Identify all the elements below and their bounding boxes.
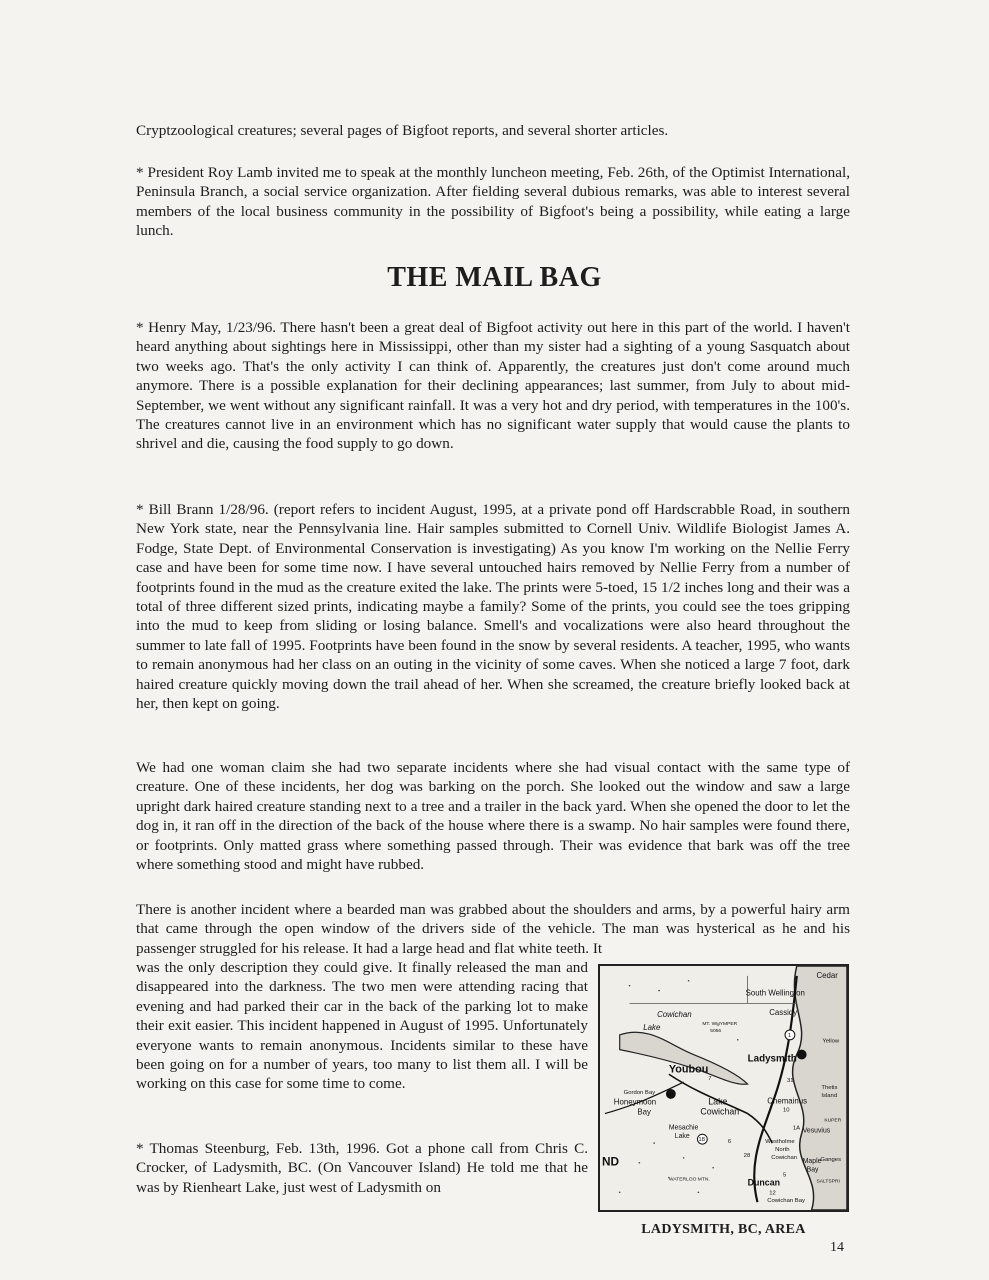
map-label-north-cowichan-2: Cowichan [771, 1154, 798, 1161]
map-label-mesachie: Mesachie [668, 1124, 699, 1132]
map-label-chemainus: Chemainus [767, 1096, 808, 1106]
map-label-vesuvius: Vesuvius [802, 1127, 831, 1135]
route-marker-31: 31 [786, 1078, 794, 1085]
map-label-cowichan-bay: Cowichan Bay [767, 1198, 805, 1205]
map-caption: LADYSMITH, BC, AREA [641, 1222, 806, 1237]
route-marker-28: 28 [743, 1152, 751, 1159]
map-label-honeymoon: Honeymoon [613, 1097, 657, 1107]
route-marker-36: 36 [666, 1091, 674, 1098]
route-marker-5: 5 [783, 1172, 787, 1179]
paragraph-bearded-man-cont: was the only description they could give. It finally released the man and disappeared into the darkness. The two men were attending racing that evening and had parked their car in the back of the parking lot to make their exit easier. This incident happened in August of 1995. Unfortunately everyone wants to remain anonymous. Incidents similar to these have been going on for a number of years, too many to list them all. I will be working on this case for some time to come. [136, 959, 588, 1093]
map-label-maple: Maple [802, 1157, 822, 1165]
map-label-lake-cowichan: Lake [708, 1096, 728, 1107]
map-label-westholme: Westholme [765, 1139, 795, 1146]
map-label-lake-cowichan-2: Cowichan [700, 1106, 740, 1117]
map-label-lake: Lake [643, 1022, 661, 1032]
paragraph-henry-may: * Henry May, 1/23/96. There hasn't been a great deal of Bigfoot activity out here in this part of the world. I haven't heard anything about sightings here in Mississippi, other than my sister had a sighting of a young Sasquatch about two weeks ago. That's the only activity I can think of. Apparently, the creatures just don't come around much anymore. There is a possible explanation for their declining appearances; last summer, from July to about mid-September, we went without any significant rainfall. It was a very hot and dry period, with temperatures in the 100's. The creatures cannot live in an environment which has no significant water supply that would cause the plants to shrivel and die, causing the food supply to go down. [136, 319, 850, 453]
map-label-ladysmith: Ladysmith [747, 1053, 797, 1065]
route-marker-7: 7 [708, 1076, 712, 1083]
route-marker-10: 10 [783, 1107, 790, 1114]
page-number: 14 [830, 1240, 844, 1255]
map-label-cedar: Cedar [816, 970, 838, 980]
map-label-honeymoon-bay: Bay [637, 1107, 651, 1117]
paragraph-intro: Cryptzoological creatures; several pages of Bigfoot reports, and several shorter articles. [136, 122, 669, 139]
paragraph-woman-claim: We had one woman claim she had two separate incidents where she had visual contact with the same type of creature. One of these incidents, her dog was barking on the porch. She looked out the window and saw a large upright dark haired creature standing next to a tree and a trailer in the back yard. When she opened the door to let the dog in, it ran off in the direction of the back of the house where there is a swamp. No hair samples were found there, or footprints. Only matted grass where something passed through. Their was evidence that bark was off the tree where something stood and might have rubbed. [136, 759, 850, 874]
map-label-youbou: Youbou [668, 1063, 709, 1076]
paragraph-bill-brann: * Bill Brann 1/28/96. (report refers to incident August, 1995, at a private pond off Hardscrabble Road, in southern New York state, near the Pennsylvania line. Hair samples submitted to Cornell Univ. Wildlife Biologist James A. Fodge, State Dept. of Environmental Conservation is investigating) As you know I'm working on the Nellie Ferry case and have been for some time now. I have several untouched hairs removed by Nellie Ferry from a number of footprints found in the mud as the creature exited the lake. The prints were 5-toed, 15 1/2 inches long and their was a total of three different sized prints, indicating maybe a family? Some of the prints, you could see the toes gripping into the mud to keep from sliding or losing balance. Smell's and vocalizations were also heard throughout the summer to late fall of 1995. Footprints have been found in the snow by several residents. A teacher, 1995, who wants to remain anonymous had her class on an outing in the vicinity of some caves. When she noticed a large 7 foot, dark haired creature quickly moving down the trail ahead of her. When she screamed, the creature briefly looked back at her, then kept on going. [136, 501, 850, 713]
map-label-south-wellington: South Wellington [745, 988, 805, 998]
map-label-nd: ND [601, 1154, 620, 1169]
section-title: THE MAIL BAG [387, 262, 602, 293]
route-marker-1a: 1A [792, 1125, 801, 1132]
ladysmith-area-map [598, 964, 849, 1212]
map-label-maple-bay: Bay [806, 1166, 819, 1174]
map-label-north-cowichan: North [775, 1146, 790, 1153]
map-label-yellow-pt: Yellow [822, 1038, 840, 1045]
map-label-duncan: Duncan [747, 1177, 781, 1188]
map-label-kuper: KUPER [824, 1118, 842, 1124]
paragraph-bearded-man: There is another incident where a bearded man was grabbed about the shoulders and arms, by a powerful hairy arm that came through the open window of the drivers side of the vehicle. The man was hysterical as he and his passenger struggled for his release. It had a large head and flat white teeth. It [136, 901, 850, 957]
map-label-gordon-bay: Gordon Bay [623, 1089, 656, 1096]
route-marker-12: 12 [769, 1190, 776, 1197]
route-marker-6: 6 [727, 1139, 732, 1146]
map-label-thetis: Thetis [821, 1084, 838, 1091]
route-marker-1: 1 [787, 1032, 792, 1039]
paragraph-thomas-steenburg: * Thomas Steenburg, Feb. 13th, 1996. Got a phone call from Chris C. Crocker, of Ladysmith, BC. (On Vancouver Island) He told me that he was by Rienheart Lake, just west of Ladysmith on [136, 1140, 588, 1196]
route-marker-38: 38 [797, 1052, 805, 1059]
map-label-thetis-2: Island [821, 1092, 838, 1099]
map-graphic [600, 966, 847, 1210]
map-lake-cowichan [620, 1032, 748, 1084]
map-label-cassidy: Cassidy [769, 1008, 798, 1018]
route-marker-18: 18 [698, 1137, 705, 1144]
map-label-mesachie-lake: Lake [674, 1133, 690, 1141]
map-label-ganges: Ganges [820, 1156, 842, 1163]
map-label-waterloo: WATERLOO MTN. [668, 1177, 710, 1183]
map-coastline [793, 966, 847, 1210]
map-label-cowichan: Cowichan [657, 1010, 692, 1020]
paragraph-optimist-meeting: * President Roy Lamb invited me to speak at the monthly luncheon meeting, Feb. 26th, of the Optimist International, Peninsula Branch, a social service organization. After fielding several dubious remarks, was able to interest several members of the local business community in the possibility of Bigfoot's being a possibility, while eating a large lunch. [136, 164, 850, 240]
map-label-saltspring: SALTSPRI [816, 1179, 840, 1185]
map-label-mt-whymper-elev: 5056 [710, 1028, 722, 1034]
map-label-mt-whymper: MT. WHYMPER [702, 1022, 738, 1028]
